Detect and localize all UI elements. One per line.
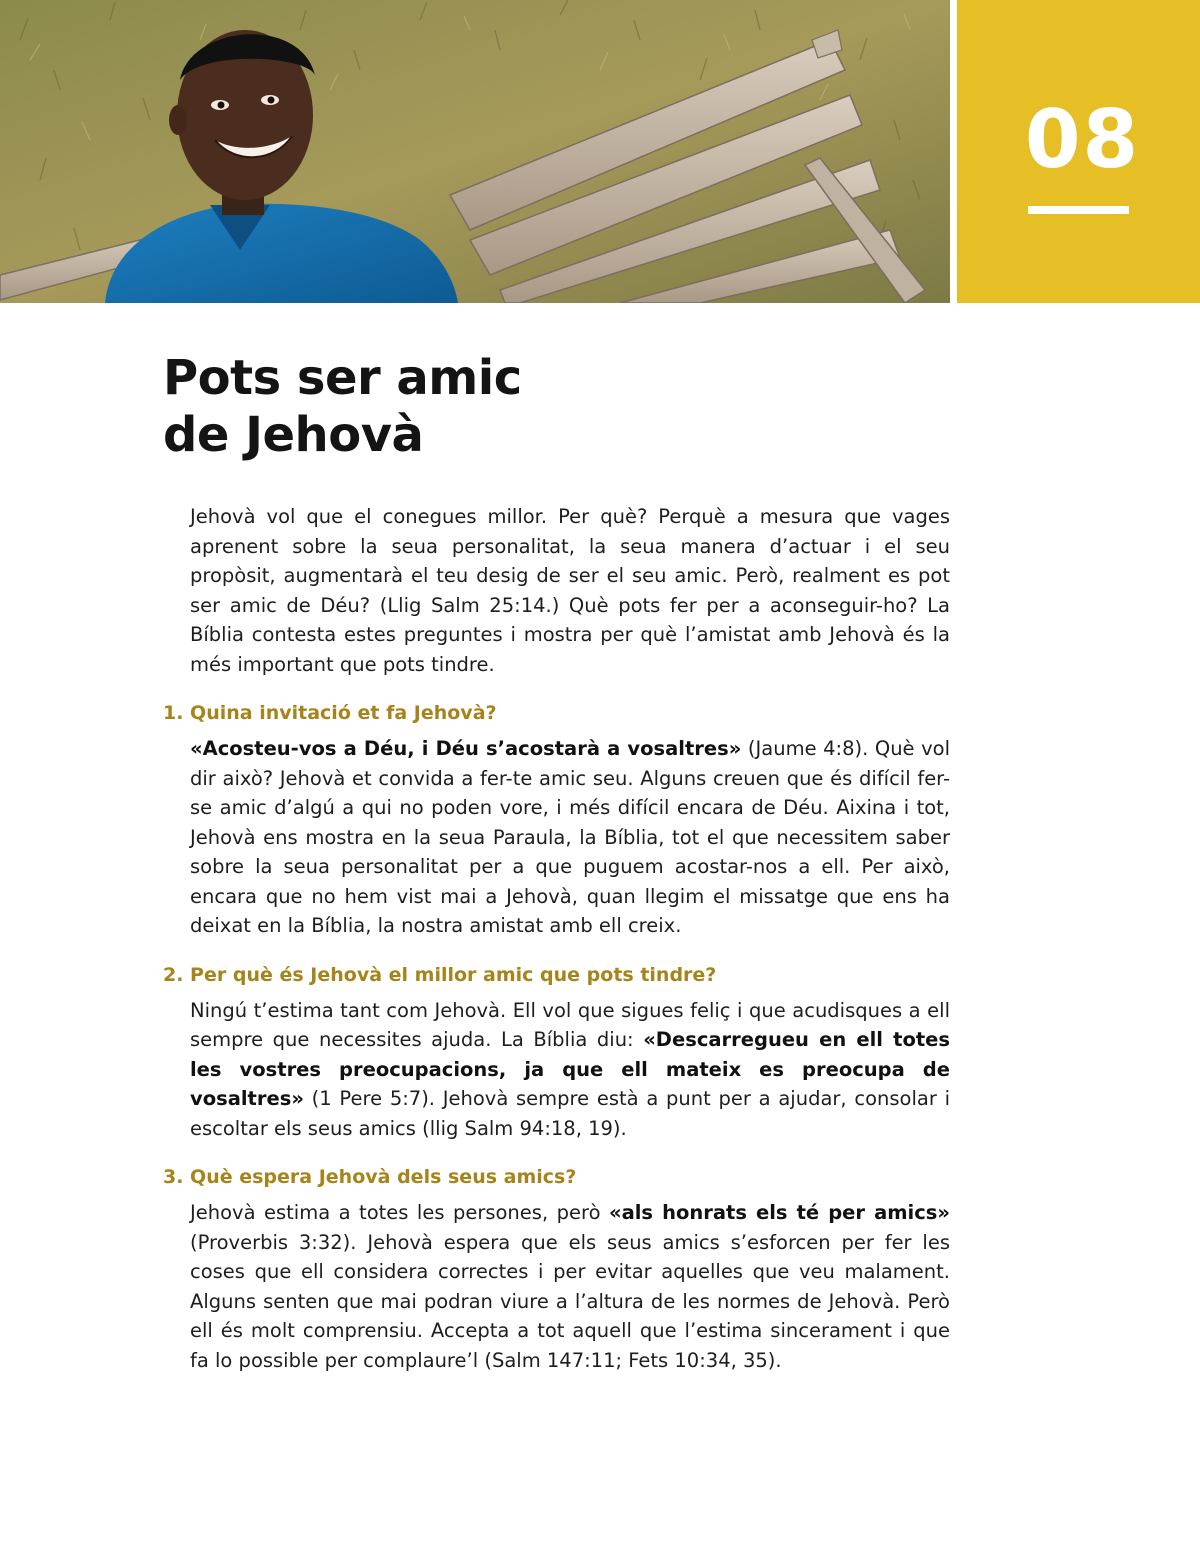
lesson-title	[163, 350, 763, 464]
section-3-quote: «als honrats els té per amics»	[608, 1201, 950, 1224]
section-3-heading: 3. Què espera Jehovà dels seus amics?	[163, 1166, 577, 1188]
section-3-text-after: (Proverbis 3:32). Jehovà espera que els seus amics s’esforcen per fer les coses que ell considera correctes i per evitar aquelles que veu malament. Alguns senten que mai podran viure a l’altura de les normes de Jehovà. Però ell és molt comprensiu. Accepta a tot aquell que l’estima sincerament i que fa lo possible per complaure’l (Salm 147:11; Fets 10:34, 35).	[190, 1230, 950, 1372]
section-2-paragraph	[190, 996, 950, 1144]
section-2-quote: «Descarregueu en ell totes les vostres preocupacions, ja que ell mateix es preocupa de vosaltres»	[190, 1028, 950, 1110]
section-1-heading: 1. Quina invitació et fa Jehovà?	[163, 702, 497, 724]
intro-paragraph: Jehovà vol que el conegues millor. Per què? Perquè a mesura que vages aprenent sobre la seua personalitat, la seua manera d’actuar i el seu propòsit, augmentarà el teu desig de ser el seu amic. Però, realment es pot ser amic de Déu? (Llig Salm 25:14.) Què pots fer per a aconseguir-ho? La Bíblia contesta estes preguntes i mostra per què l’amistat amb Jehovà és la més important que pots tindre.	[190, 505, 950, 676]
title-line-2: de Jehovà	[163, 407, 424, 463]
section-1-quote: «Acosteu-vos a Déu, i Déu s’acostarà a vosaltres»	[190, 737, 742, 760]
man-on-bench-illustration	[0, 0, 950, 303]
lesson-body	[163, 502, 950, 1375]
section-2-text-after: (1 Pere 5:7). Jehovà sempre està a punt per a ajudar, consolar i escoltar els seus amics (llig Salm 94:18, 19).	[190, 1087, 950, 1140]
section-1-paragraph	[190, 734, 950, 941]
section-2-text-before: Ningú t’estima tant com Jehovà. Ell vol que sigues feliç i que acudisques a ell sempre que necessites ajuda. La Bíblia diu:	[190, 998, 950, 1051]
lesson-number-badge	[957, 0, 1200, 303]
section-3-paragraph	[190, 1198, 950, 1375]
badge-underline	[1028, 206, 1129, 214]
hero-photo	[0, 0, 950, 303]
lesson-number: 08	[1024, 93, 1141, 186]
section-3-text-before: Jehovà estima a totes les persones, però	[190, 1201, 609, 1224]
title-line-1: Pots ser amic	[163, 350, 522, 406]
section-1-text: (Jaume 4:8). Què vol dir això? Jehovà et convida a fer-te amic seu. Alguns creuen que és difícil fer-se amic d’algú a qui no poden vore, i més difícil encara de Déu. Aixina i tot, Jehovà ens mostra en la seua Paraula, la Bíblia, tot el que necessitem saber sobre la seua personalitat per a que puguem acostar-nos a ell. Per això, encara que no hem vist mai a Jehovà, quan llegim el missatge que ens ha deixat en la Bíblia, la nostra amistat amb ell creix.	[190, 737, 950, 937]
section-2-heading: 2. Per què és Jehovà el millor amic que pots tindre?	[163, 963, 717, 986]
